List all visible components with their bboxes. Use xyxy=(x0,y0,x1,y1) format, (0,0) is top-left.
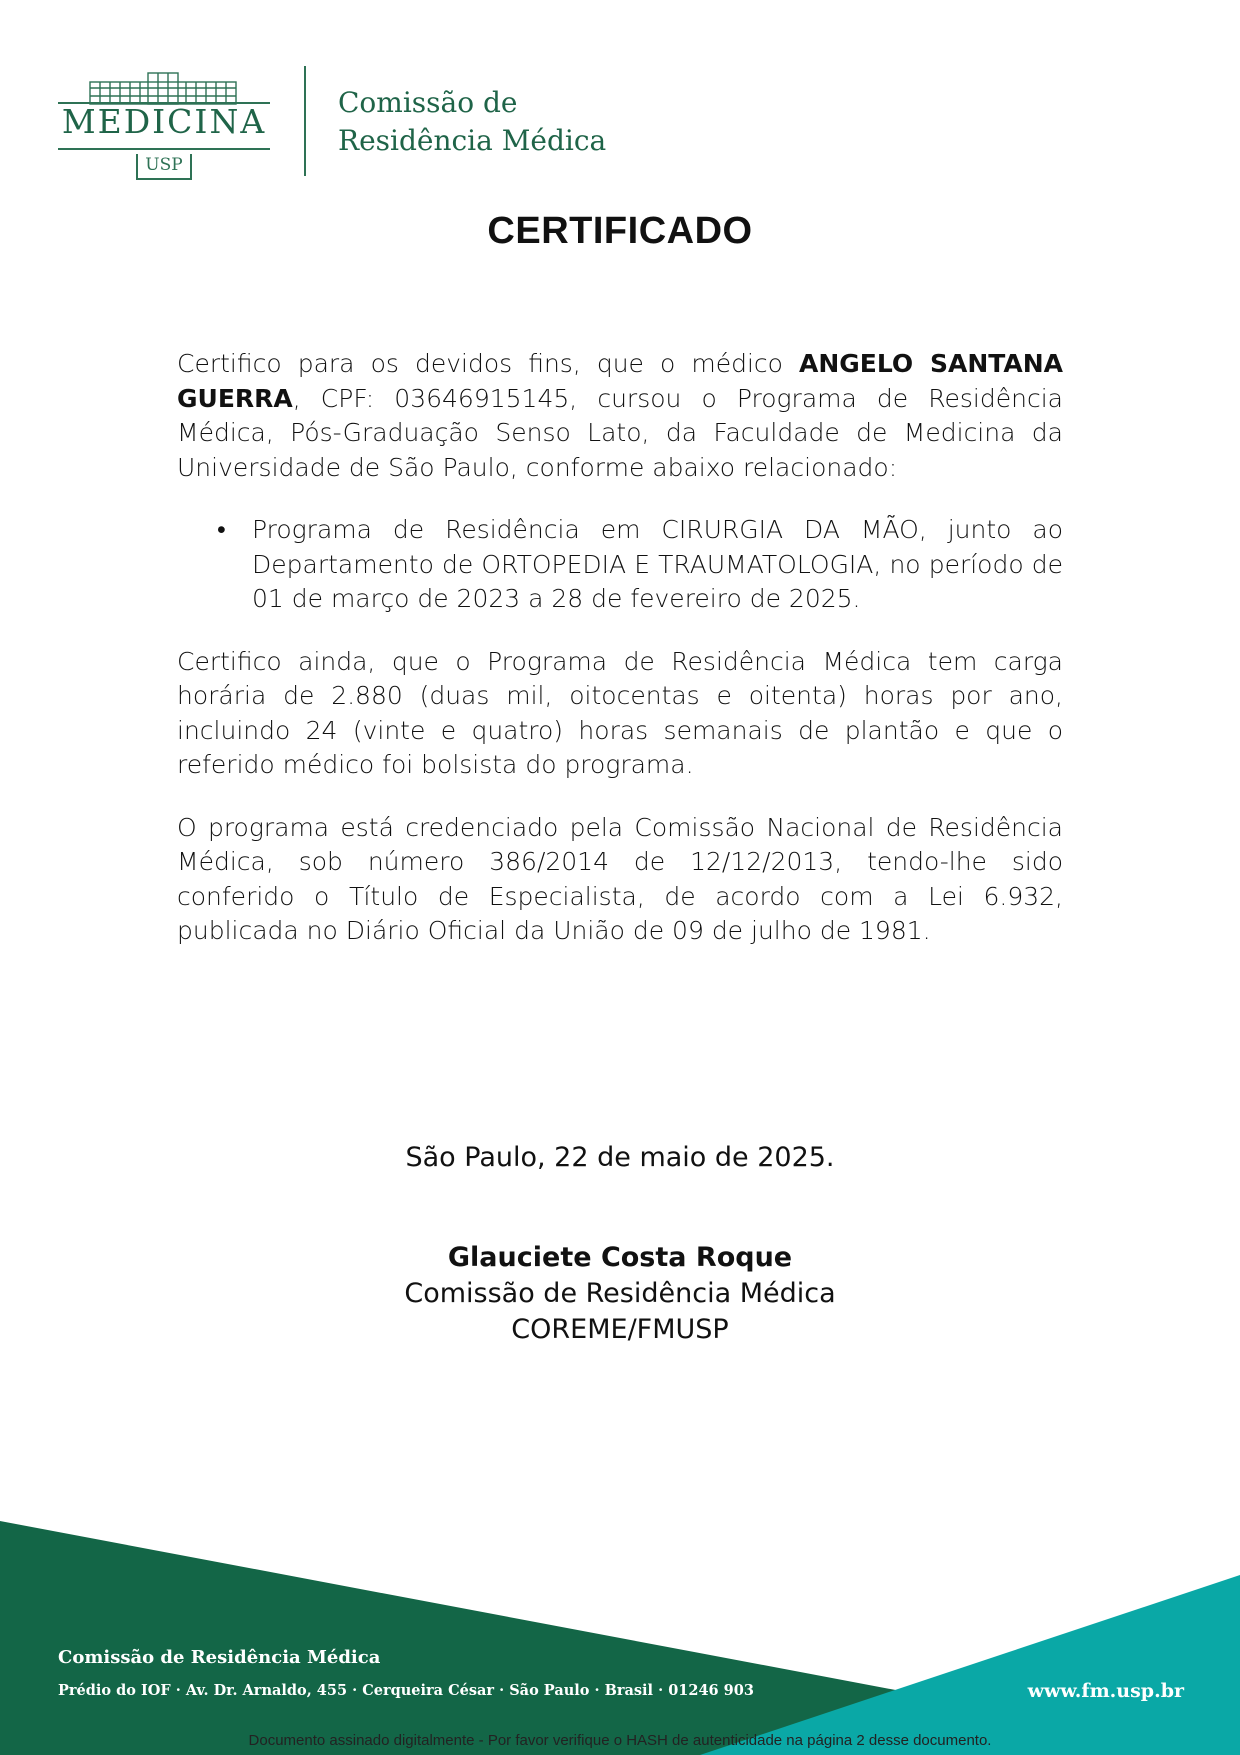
logo-commission xyxy=(338,84,606,160)
issue-date: São Paulo, 22 de maio de 2025. xyxy=(405,1142,835,1173)
program-text: Programa de Residência em CIRURGIA DA MÃO, junto ao Departamento de ORTOPEDIA E TRAUMATOLOGIA, no período de 01 de março de 2023 a 28 de fevereiro de 2025. xyxy=(252,515,1063,613)
signer-org: COREME/FMUSP xyxy=(511,1314,729,1345)
footer-website-link[interactable]: www.fm.usp.br xyxy=(1027,1680,1184,1702)
digital-signature-notice: Documento assinado digitalmente - Por favor verifique o HASH de autenticidade na página 2 desse documento. xyxy=(248,1732,992,1749)
header-logo xyxy=(58,62,618,182)
logo-medicina-text: MEDICINA xyxy=(61,102,267,141)
intro-rest: , CPF: 03646915145, cursou o Programa de Residência Médica, Pós-Graduação Senso Lato, da Faculdade de Medicina da Universidade de São Paulo, conforme abaixo relacionado: xyxy=(177,383,1063,482)
signer-name: Glauciete Costa Roque xyxy=(447,1242,793,1273)
commission-line1: Comissão de xyxy=(338,86,518,119)
footer-band xyxy=(0,1520,1240,1755)
signer-role: Comissão de Residência Médica xyxy=(404,1278,836,1309)
footer-address: Prédio do IOF · Av. Dr. Arnaldo, 455 · Cerqueira César · São Paulo · Brasil · 01246 903 xyxy=(58,1682,754,1699)
commission-line2: Residência Médica xyxy=(338,124,607,157)
bullet-dot: • xyxy=(217,515,226,544)
paragraph-intro xyxy=(177,347,1063,485)
footer-title: Comissão de Residência Médica xyxy=(58,1647,381,1668)
paragraph-workload: Certifico ainda, que o Programa de Residência Médica tem carga horária de 2.880 (duas mil, oitocentas e oitenta) horas por ano, incluindo 24 (vinte e quatro) horas semanais de plantão e que o referido médico foi bolsista do programa. xyxy=(177,646,1063,779)
certificate-body xyxy=(177,347,1063,977)
paragraph-accreditation: O programa está credenciado pela Comissão Nacional de Residência Médica, sob número 386/2014 de 12/12/2013, tendo-lhe sido conferido o Título de Especialista, de acordo com a Lei 6.932, publicada no Diário Oficial da União de 09 de julho de 1981. xyxy=(177,812,1063,945)
program-bullet xyxy=(177,513,1063,617)
page-title: CERTIFICADO xyxy=(487,210,753,252)
logo-divider xyxy=(304,66,306,176)
signature-block xyxy=(0,1240,1240,1348)
intro-text: Certifico para os devidos fins, que o médico xyxy=(177,349,799,378)
logo-rule-bottom xyxy=(58,148,270,150)
logo-usp-text: USP xyxy=(136,154,192,180)
physician-name: ANGELO SANTANA GUERRA xyxy=(177,349,1063,413)
building-logo-icon xyxy=(88,70,238,106)
